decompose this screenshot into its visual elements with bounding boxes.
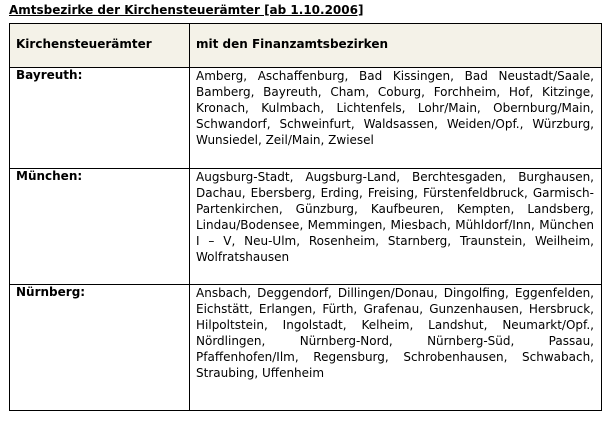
table-header-row [10, 24, 602, 68]
column-header-offices: Kirchensteuerämter [10, 24, 190, 68]
page-title: Amtsbezirke der Kirchensteuerämter [ab 1.10.2006] [9, 3, 364, 17]
tax-office-table [9, 23, 602, 411]
column-header-districts: mit den Finanzamtsbezirken [190, 24, 602, 68]
office-cell: München: [10, 169, 190, 285]
office-cell: Bayreuth: [10, 68, 190, 169]
districts-cell: Ansbach, Deggendorf, Dillingen/Donau, Dingolfing, Eggenfelden, Eichstätt, Erlangen, Fürth, Grafenau, Gunzenhausen, Hersbruck, Hilpoltstein, Ingolstadt, Kelheim, Landshut, Neumarkt/Opf., Nördlingen, Nürnberg-Nord, Nürnberg-Süd, Passau, Pfaffenhofen/Ilm, Regensburg, Schrobenhausen, Schwabach, Straubing, Uffenheim [190, 285, 602, 411]
office-cell: Nürnberg: [10, 285, 190, 411]
table-row [10, 68, 602, 169]
districts-cell: Amberg, Aschaffenburg, Bad Kissingen, Bad Neustadt/Saale, Bamberg, Bayreuth, Cham, Coburg, Forchheim, Hof, Kitzinge, Kronach, Kulmbach, Lichtenfels, Lohr/Main, Obernburg/Main, Schwandorf, Schweinfurt, Waldsassen, Weiden/Opf., Würzburg, Wunsiedel, Zeil/Main, Zwiesel [190, 68, 602, 169]
districts-cell: Augsburg-Stadt, Augsburg-Land, Berchtesgaden, Burghausen, Dachau, Ebersberg, Erding, Freising, Fürstenfeldbruck, Garmisch-Partenkirchen, Günzburg, Kaufbeuren, Kempten, Landsberg, Lindau/Bodensee, Memmingen, Miesbach, Mühldorf/Inn, München I – V, Neu-Ulm, Rosenheim, Starnberg, Traunstein, Weilheim, Wolfratshausen [190, 169, 602, 285]
table-row [10, 169, 602, 285]
table-row [10, 285, 602, 411]
